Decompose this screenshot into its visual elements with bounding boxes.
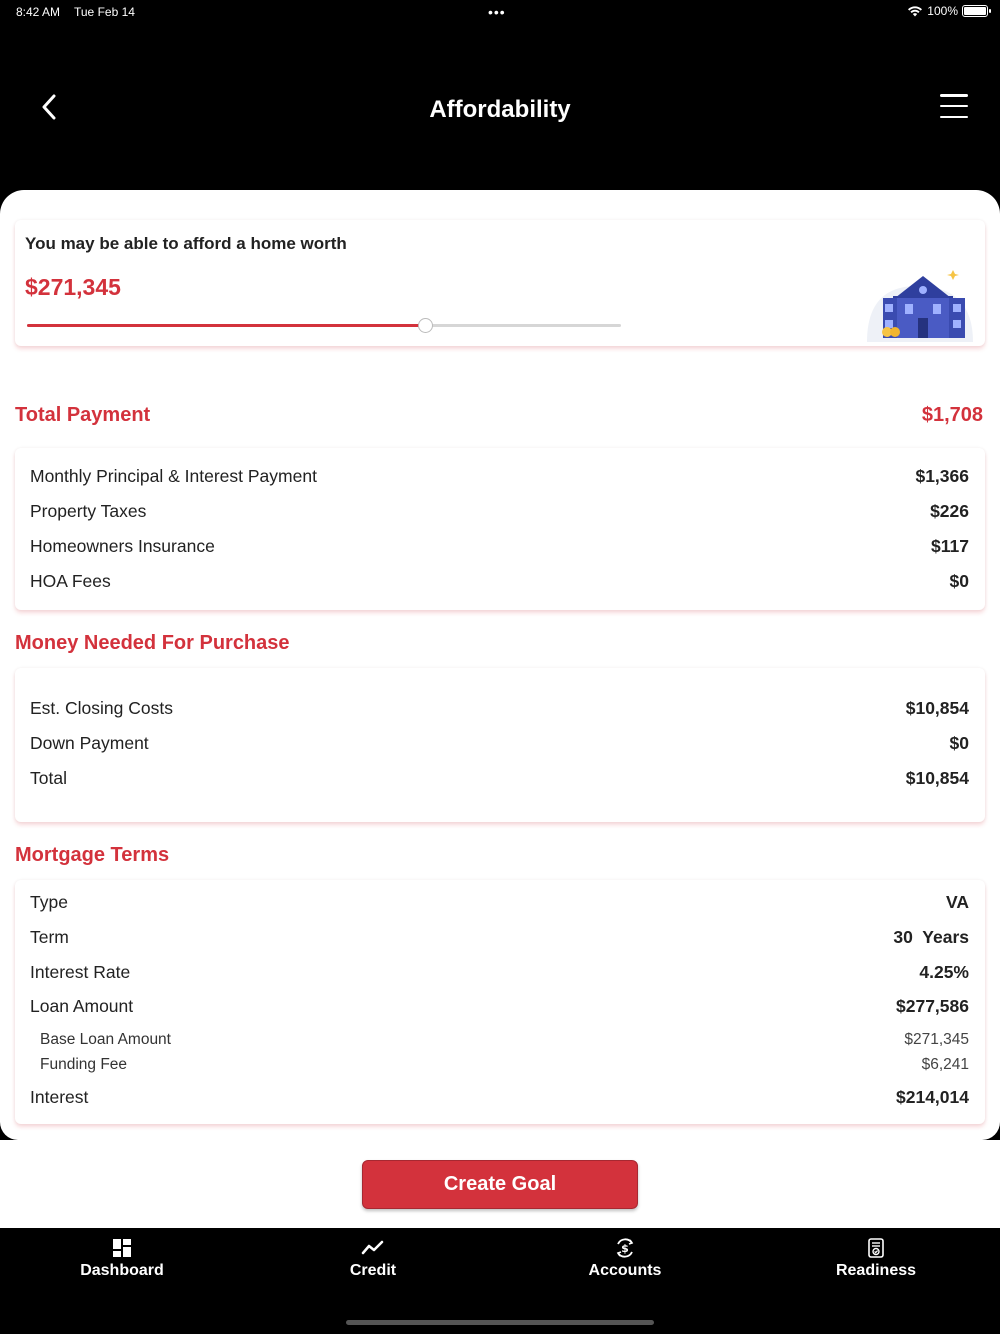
afford-label: You may be able to afford a home worth — [25, 234, 347, 253]
hamburger-menu-icon[interactable] — [940, 94, 968, 118]
row-value: 4.25% — [919, 962, 969, 982]
row-value: $0 — [949, 733, 969, 753]
total-payment-value: $1,708 — [921, 404, 983, 426]
multitasking-dots-icon[interactable]: ••• — [488, 4, 506, 20]
list-item — [30, 501, 969, 522]
money-needed-card — [15, 668, 985, 822]
create-goal-button[interactable]: Create Goal — [362, 1160, 638, 1209]
nav-bar — [0, 70, 1000, 150]
row-label: Interest — [30, 1087, 89, 1107]
tab-accounts[interactable] — [545, 1236, 705, 1292]
svg-text:$: $ — [621, 1242, 629, 1255]
tab-label: Dashboard — [80, 1262, 164, 1279]
tab-label: Accounts — [588, 1262, 662, 1279]
slider-thumb[interactable] — [418, 318, 433, 333]
row-label: Property Taxes — [30, 501, 147, 521]
page-title: Affordability — [429, 96, 571, 123]
row-value: $277,586 — [896, 996, 969, 1016]
house-illustration-icon — [865, 266, 975, 342]
row-value: $214,014 — [896, 1087, 969, 1107]
row-label: HOA Fees — [30, 571, 111, 591]
battery-percent: 100% — [927, 4, 958, 18]
row-value: $6,241 — [921, 1056, 969, 1073]
wifi-icon — [907, 5, 923, 17]
row-value: $1,366 — [915, 466, 969, 486]
battery-icon — [962, 5, 988, 17]
list-item — [40, 1056, 969, 1074]
list-item — [30, 1087, 969, 1108]
dashboard-grid-icon — [112, 1238, 132, 1258]
row-value: $271,345 — [904, 1031, 969, 1048]
checklist-document-icon — [867, 1237, 885, 1259]
row-value: $10,854 — [905, 768, 969, 788]
list-item — [30, 768, 969, 789]
content-sheet — [0, 190, 1000, 1140]
row-label: Down Payment — [30, 733, 149, 753]
row-label: Est. Closing Costs — [30, 698, 173, 718]
status-date: Tue Feb 14 — [74, 5, 135, 19]
tab-bar — [0, 1228, 1000, 1334]
list-item — [30, 466, 969, 487]
afford-slider[interactable] — [27, 316, 621, 336]
slider-filled-track — [27, 324, 425, 327]
list-item — [40, 1031, 969, 1049]
status-time: 8:42 AM — [16, 5, 61, 19]
list-item — [30, 996, 969, 1017]
mortgage-terms-card — [15, 880, 985, 1124]
total-payment-card — [15, 448, 985, 610]
row-value: $10,854 — [905, 698, 969, 718]
row-label: Loan Amount — [30, 996, 134, 1016]
list-item — [30, 536, 969, 557]
row-label: Monthly Principal & Interest Payment — [30, 466, 317, 486]
mortgage-terms-title: Mortgage Terms — [15, 844, 170, 866]
affordability-card — [15, 220, 985, 346]
list-item — [30, 571, 969, 592]
status-indicators — [907, 4, 988, 18]
row-label: Type — [30, 892, 68, 912]
tab-dashboard[interactable] — [42, 1236, 202, 1292]
tab-label: Readiness — [835, 1262, 917, 1279]
trend-line-icon — [361, 1239, 385, 1257]
status-bar — [0, 0, 1000, 24]
list-item — [30, 927, 969, 948]
row-label: Funding Fee — [40, 1056, 128, 1073]
money-needed-title: Money Needed For Purchase — [15, 632, 290, 654]
row-value: 30 Years — [893, 927, 969, 947]
afford-value: $271,345 — [25, 274, 121, 300]
tab-credit[interactable] — [293, 1236, 453, 1292]
row-label: Term — [30, 927, 69, 947]
row-value: VA — [945, 892, 969, 912]
row-value: $117 — [931, 536, 969, 556]
total-payment-title: Total Payment — [15, 404, 151, 426]
row-label: Interest Rate — [30, 962, 131, 982]
dollar-cycle-icon — [614, 1237, 636, 1259]
row-value: $226 — [930, 501, 969, 521]
tab-readiness[interactable] — [796, 1236, 956, 1292]
row-value: $0 — [949, 571, 969, 591]
row-label: Homeowners Insurance — [30, 536, 215, 556]
list-item — [30, 892, 969, 913]
list-item — [30, 733, 969, 754]
row-label: Total — [30, 768, 67, 788]
row-label: Base Loan Amount — [40, 1031, 171, 1048]
tab-label: Credit — [349, 1262, 397, 1279]
home-indicator[interactable] — [346, 1320, 654, 1325]
list-item — [30, 962, 969, 983]
list-item — [30, 698, 969, 719]
